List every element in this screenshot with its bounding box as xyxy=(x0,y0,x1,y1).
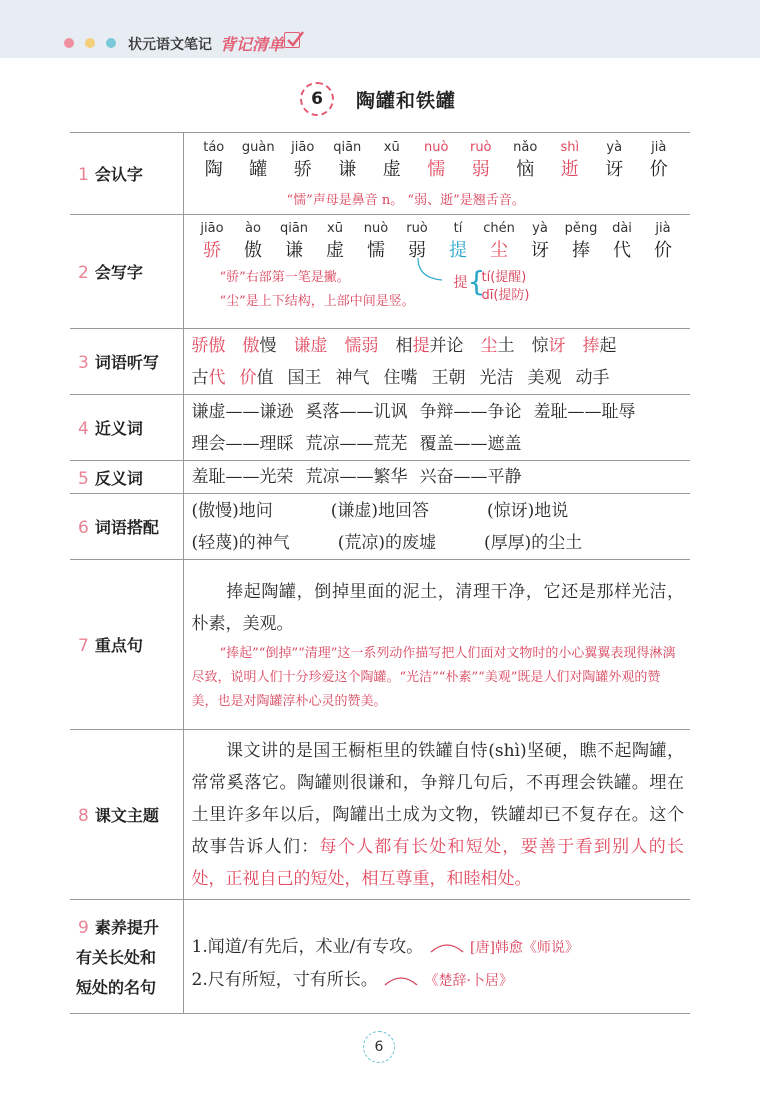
hanzi: 虚 xyxy=(382,159,401,180)
word-item: 动手 xyxy=(575,367,610,388)
char-cell xyxy=(356,220,397,264)
pinyin: nǎo xyxy=(513,140,538,155)
char-cell xyxy=(548,139,593,183)
hanzi: 谦 xyxy=(285,239,303,261)
structure-note: “尘”是上下结构，上部中间是竖。 xyxy=(219,293,415,309)
char-cell xyxy=(370,139,415,183)
section-row-key-sentence xyxy=(70,560,690,730)
char-cell xyxy=(236,139,281,183)
pinyin: pěng xyxy=(564,220,598,236)
char-cell xyxy=(459,139,504,183)
pinyin: jià xyxy=(655,220,671,236)
word-item: 兴奋——平静 xyxy=(419,467,522,487)
decorative-dots xyxy=(64,38,116,48)
antonym-row xyxy=(192,461,685,493)
section-label: 3 词语听写 xyxy=(70,329,183,395)
section-row-theme xyxy=(70,730,690,900)
pinyin: táo xyxy=(203,140,225,155)
section-content xyxy=(183,494,690,560)
word-item: 古代 xyxy=(191,367,226,388)
pinyin: jiāo xyxy=(200,220,224,236)
word-item: 光洁 xyxy=(479,367,514,388)
char-cell xyxy=(233,220,274,264)
hanzi: 傲 xyxy=(244,239,262,261)
word-item: (荒凉)的废墟 xyxy=(337,532,437,553)
synonym-row-2 xyxy=(192,428,685,460)
char-cell xyxy=(479,220,520,264)
dot-yellow xyxy=(85,38,95,48)
section-row-collocations xyxy=(70,494,690,560)
pinyin: jià xyxy=(651,140,667,155)
word-item: 谦虚——谦逊 xyxy=(191,401,294,422)
hanzi: 代 xyxy=(613,239,631,261)
sentence-analysis: “捧起”“倒掉”“清理”这一系列动作描写把人们面对文物时的小心翼翼表现得淋漓尽致，说明人们十分珍爱这个陶罐。“光洁”“朴素”“美观”既是人们对陶罐外观的赞美，也是对陶罐淳朴心灵的赞美。 xyxy=(191,645,676,709)
section-content xyxy=(183,461,690,494)
hanzi: 弱 xyxy=(471,159,490,180)
pinyin: ào xyxy=(245,220,261,236)
quote-2: 2.尺有所短，寸有所长。 《楚辞·卜居》 xyxy=(191,969,513,990)
word-row-1 xyxy=(192,330,685,362)
char-cell xyxy=(325,139,370,183)
quote-1: 1.闻道/有先后，术业/有专攻。 [唐]韩愈《师说》 xyxy=(191,936,579,957)
hanzi: 弱 xyxy=(408,239,426,261)
hanzi: 恼 xyxy=(516,159,535,180)
stroke-note: “骄”右部第一笔是撇。 xyxy=(219,269,350,285)
lesson-heading xyxy=(300,82,456,116)
dot-pink xyxy=(64,38,74,48)
char-cell xyxy=(503,139,548,183)
synonym-row-1 xyxy=(192,396,685,428)
word-item: (轻蔑)的神气 xyxy=(191,532,290,553)
collocation-row-2 xyxy=(192,527,685,559)
word-item: 骄傲 xyxy=(191,335,226,356)
theme-moral: 每个人都有长处和短处，要善于看到别人的长处，正视自己的短处，相互尊重，和睦相处。 xyxy=(191,836,685,889)
polyphone-char: 提 xyxy=(453,274,468,291)
section-label: 8 课文主题 xyxy=(70,730,183,900)
word-item: 捧起 xyxy=(582,335,617,356)
polyphone-reading-2: dī(提防) xyxy=(481,287,530,303)
section-content xyxy=(183,560,690,730)
pinyin: tí xyxy=(453,220,463,236)
hanzi: 懦 xyxy=(427,159,446,180)
pointer-arrow-icon xyxy=(410,256,460,286)
theme-paragraph: 课文讲的是国王橱柜里的铁罐自恃(shì)坚硬，瞧不起陶罐，常常奚落它。陶罐则很谦和，争辩几句后，不再理会铁罐。埋在土里许多年以后，陶罐出土成为文物，铁罐却已不复存在。这个故事告诉人们：每个人都有长处和短处，要善于看到别人的长处，正视自己的短处，相互尊重，和睦相处。 xyxy=(191,740,685,889)
collocation-row-1 xyxy=(192,495,685,527)
section-row-synonyms xyxy=(70,395,690,461)
section-label: 7 重点句 xyxy=(70,560,183,730)
pinyin: guàn xyxy=(241,140,275,155)
hanzi: 懦 xyxy=(367,239,385,261)
pinyin: qiān xyxy=(279,220,309,236)
hanzi: 骄 xyxy=(203,239,221,261)
word-item: 奚落——讥讽 xyxy=(305,401,408,422)
brand-subtitle: 背记清单 xyxy=(220,35,285,54)
section-content xyxy=(183,395,690,461)
word-item: 傲慢 xyxy=(242,335,277,356)
pinyin: nuò xyxy=(363,220,389,236)
pinyin: chén xyxy=(483,220,515,236)
pinyin: shì xyxy=(560,140,580,155)
section-label: 6 词语搭配 xyxy=(70,494,183,560)
section-label: 4 近义词 xyxy=(70,395,183,461)
hanzi: 骄 xyxy=(293,159,312,180)
word-item: 尘土 xyxy=(480,335,515,356)
word-item: 王朝 xyxy=(431,367,466,388)
writing-notes xyxy=(192,264,685,324)
char-cell xyxy=(274,220,315,264)
char-cell xyxy=(602,220,643,264)
hanzi: 罐 xyxy=(249,159,268,180)
char-cell xyxy=(192,220,233,264)
char-cell xyxy=(281,139,326,183)
word-item: 住嘴 xyxy=(383,367,418,388)
section-content xyxy=(183,133,690,215)
word-item: (谦虚)地回答 xyxy=(330,500,430,521)
char-cell xyxy=(592,139,637,183)
arc-icon xyxy=(383,973,419,987)
section-label: 2 会写字 xyxy=(70,215,183,329)
word-item: 美观 xyxy=(527,367,562,388)
section-row-quotes xyxy=(70,900,690,1014)
pinyin: xū xyxy=(327,220,343,236)
section-label: 9 素养提升 有关长处和 短处的名句 xyxy=(70,900,183,1014)
arc-icon xyxy=(429,940,465,954)
word-item: 价值 xyxy=(239,367,274,388)
word-item: 争辩——争论 xyxy=(419,401,522,422)
section-content xyxy=(183,730,690,900)
char-cell xyxy=(414,139,459,183)
word-item: (厚厚)的尘土 xyxy=(484,532,583,553)
section-row-dictation xyxy=(70,329,690,395)
char-cell xyxy=(561,220,602,264)
pinyin: nuò xyxy=(424,140,449,155)
char-cell xyxy=(643,220,684,264)
section-content xyxy=(183,329,690,395)
hanzi: 讶 xyxy=(605,159,624,180)
pinyin: yà xyxy=(532,220,548,236)
word-item: 神气 xyxy=(335,367,370,388)
word-row-2 xyxy=(192,362,685,394)
word-item: 羞耻——耻辱 xyxy=(533,401,636,422)
page-number: 6 xyxy=(363,1031,395,1063)
char-cell xyxy=(192,139,237,183)
pinyin: ruò xyxy=(469,140,492,155)
pronunciation-note: “懦”声母是鼻音 n。 “弱、逝”是翘舌音。 xyxy=(286,193,525,208)
hanzi: 谦 xyxy=(338,159,357,180)
hanzi: 价 xyxy=(649,159,668,180)
hanzi: 提 xyxy=(449,239,467,261)
section-content xyxy=(183,215,690,329)
brand-name: 状元语文笔记 xyxy=(128,37,212,53)
dot-cyan xyxy=(106,38,116,48)
word-item: (傲慢)地问 xyxy=(191,500,273,521)
word-item: 懦弱 xyxy=(344,335,379,356)
char-cell xyxy=(315,220,356,264)
hanzi: 逝 xyxy=(560,159,579,180)
section-content xyxy=(183,900,690,1014)
hanzi: 陶 xyxy=(204,159,223,180)
word-item: 荒凉——荒芜 xyxy=(305,433,408,454)
hanzi: 价 xyxy=(654,239,672,261)
pinyin: yà xyxy=(606,140,623,155)
polyphone-reading-1: tí(提醒) xyxy=(481,269,527,285)
lesson-number: 6 xyxy=(300,82,334,116)
pinyin: xū xyxy=(383,140,400,155)
section-label: 5 反义词 xyxy=(70,461,183,494)
word-item: 谦虚 xyxy=(293,335,328,356)
word-item: 羞耻——光荣 xyxy=(191,467,294,487)
word-item: 覆盖——遮盖 xyxy=(419,433,522,454)
key-sentence: 捧起陶罐，倒掉里面的泥土，清理干净，它还是那样光洁，朴素，美观。 xyxy=(191,581,684,634)
word-item: (惊讶)地说 xyxy=(487,500,569,521)
section-row-antonyms xyxy=(70,461,690,494)
pinyin: jiāo xyxy=(291,140,315,155)
word-item: 相提并论 xyxy=(395,335,464,356)
section-row-write xyxy=(70,215,690,329)
pinyin: dài xyxy=(612,220,632,236)
checkmark-icon xyxy=(284,32,300,48)
word-item: 理会——理睬 xyxy=(191,433,294,454)
section-label: 1 会认字 xyxy=(70,133,183,215)
pinyin: ruò xyxy=(406,220,428,236)
lesson-title: 陶罐和铁罐 xyxy=(356,89,457,112)
hanzi: 尘 xyxy=(490,239,508,261)
char-list xyxy=(192,139,685,183)
hanzi: 虚 xyxy=(326,239,344,261)
word-item: 荒凉——繁华 xyxy=(305,467,408,487)
hanzi: 捧 xyxy=(572,239,590,261)
section-row-recognize xyxy=(70,133,690,215)
brace-icon: { xyxy=(467,264,486,298)
notes-table xyxy=(70,132,690,1014)
word-item: 国王 xyxy=(287,367,322,388)
pinyin: qiān xyxy=(333,140,362,155)
hanzi: 讶 xyxy=(531,239,549,261)
char-cell xyxy=(520,220,561,264)
char-cell xyxy=(637,139,682,183)
top-bar xyxy=(0,0,760,58)
word-item: 惊讶 xyxy=(531,335,566,356)
